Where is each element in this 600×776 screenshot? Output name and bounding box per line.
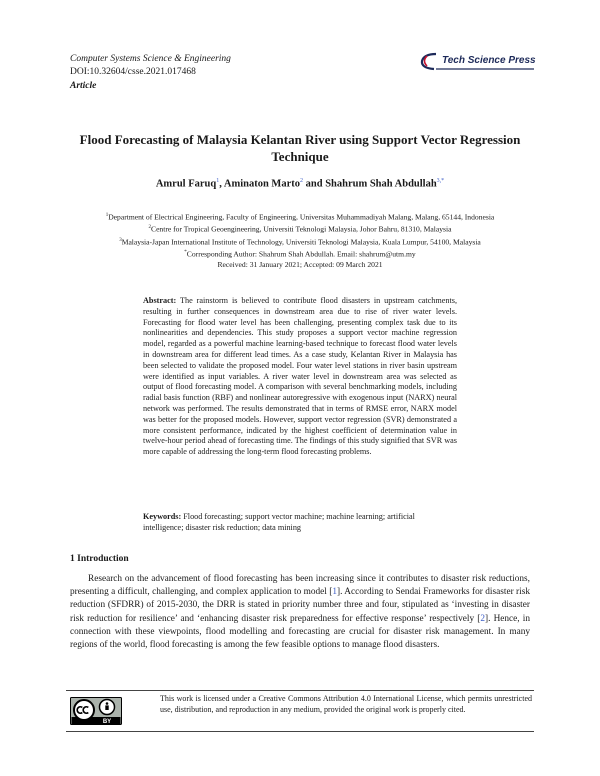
section-heading: 1 Introduction bbox=[70, 554, 129, 564]
author-sup: 3,* bbox=[436, 178, 445, 184]
paper-title: Flood Forecasting of Malaysia Kelantan River using Support Vector Regression Technique bbox=[79, 132, 521, 164]
keywords-label: Keywords: bbox=[143, 512, 182, 521]
doi: DOI:10.32604/csse.2021.017468 bbox=[70, 67, 196, 77]
corresponding-author: *Corresponding Author: Shahrum Shah Abdullah. Email: shahrum@utm.my bbox=[184, 249, 416, 259]
publisher-name: Tech Science Press bbox=[442, 55, 536, 66]
author-name: Amrul Faruq bbox=[155, 178, 217, 190]
license-box bbox=[66, 690, 534, 732]
keywords-text: Flood forecasting; support vector machine; machine learning; artificial intelligence; disaster risk reduction; data mining bbox=[143, 512, 415, 532]
affiliation-line: $^1$Department of Electrical Engineering, Faculty of Engineering, Universitas Muhammadiyah Malang, Malang, 65144, Indonesia bbox=[105, 212, 495, 222]
abstract-text: The rainstorm is believed to contribute flood disasters in upstream catchments, resulting in further consequences in downstream area due to rise of river water levels. Forecasting for flood water level has been challenging, presenting complex task due to its nonlinearities and dependencies. This study proposes a support vector machine regression model, regarded as a powerful machine learning-based technique to forecast flood water levels in downstream area for different lead times. As a case study, Kelantan River in Malaysia has been selected to validate the proposed model. Four water level stations in river basin upstream were identified as input variables. A river water level in downstream area was selected as output of flood forecasting model. A comparison with several benchmarking models, including radial basis function (RBF) and nonlinear autoregressive with exogenous input (NARX) neural network was performed. The results demonstrated that in terms of RMSE error, NARX model was better for the proposed models. However, support vector regression (SVR) demonstrated a more consistent performance, indicated by the highest coefficient of determination value in twelve-hour period ahead of forecasting time. The findings of this study signified that SVR was more capable of addressing the long-term flood forecasting problems. bbox=[143, 296, 457, 457]
license-text: This work is licensed under a Creative Commons Attribution 4.0 International License, which permits unrestricted use, distribution, and reproduction in any medium, provided the original work is properly cited. bbox=[160, 694, 532, 714]
author-name: Shahrum Shah Abdullah bbox=[325, 178, 437, 190]
affiliation-line: $^2$Centre for Tropical Geoengineering, Universiti Teknologi Malaysia, Johor Bahru, 81310, Malaysia bbox=[148, 224, 452, 234]
author-sup: 2 bbox=[300, 178, 303, 184]
received-dates: Received: 31 January 2021; Accepted: 09 March 2021 bbox=[217, 260, 383, 270]
author-sup: 1 bbox=[216, 178, 220, 184]
abstract-label: Abstract: bbox=[143, 296, 177, 305]
publisher-logo bbox=[418, 51, 536, 71]
author-name: Aminaton Marto bbox=[223, 178, 300, 190]
abstract bbox=[143, 296, 457, 458]
affiliations bbox=[40, 211, 560, 271]
author-list: Amrul Faruq$^1$, Aminaton Marto$^2$ and Shahrum Shah Abdullah$^{3,*}$ bbox=[155, 178, 445, 190]
creative-commons-by-icon[interactable] bbox=[70, 697, 122, 725]
journal-name: Computer Systems Science & Engineering bbox=[70, 54, 231, 64]
citation-link[interactable]: 2 bbox=[480, 613, 486, 624]
article-type: Article bbox=[70, 81, 97, 91]
citation-link[interactable]: 1 bbox=[332, 587, 338, 598]
cc-by-label: BY bbox=[102, 719, 112, 725]
affiliation-line: $^3$Malaysia-Japan International Institute of Technology, Universiti Teknologi Malaysia, Kuala Lumpur, 54100, Malaysia bbox=[119, 237, 481, 247]
keywords bbox=[143, 512, 457, 534]
introduction-paragraph: Research on the advancement of flood forecasting has been increasing since it contributes to disaster risk reductions, presenting a difficult, challenging, and complex application to model [1]. According to Sendai Frameworks for disaster risk reduction (SFDRR) of 2015-2030, the DRR is stated in priority number three and four, stipulated as ‘investing in disaster risk reduction for resilience’ and ‘enhancing disaster risk preparedness for effective response’ respectively [2]. Hence, in connection with these viewpoints, flood modelling and forecasting are crucial for disaster risk management. In many regions of the world, flood forecasting is among the few feasible options to manage flood disasters. bbox=[70, 574, 530, 651]
